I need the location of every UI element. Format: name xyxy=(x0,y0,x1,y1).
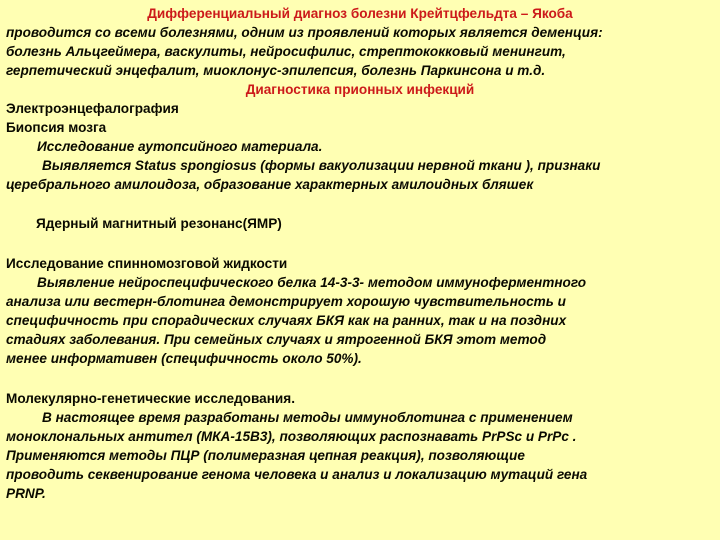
csf-line: специфичность при спорадических случаях БКЯ как на ранних, так и на поздних xyxy=(6,313,567,328)
intro-line: болезнь Альцгеймера, васкулиты, нейросифилис, стрептококковый менингит, xyxy=(6,44,566,59)
mg-line: PRNP. xyxy=(6,486,46,501)
csf-line: стадиях заболевания. При семейных случаях и ятрогенной БКЯ этот метод xyxy=(6,332,547,347)
csf-line: Выявление нейроспецифического белка 14-3-3- методом иммуноферментного xyxy=(37,275,587,290)
status-line: Выявляется Status spongiosus (формы вакуолизации нервной ткани ), признаки xyxy=(42,158,601,173)
csf-line: менее информативен (специфичность около 50%). xyxy=(6,351,362,366)
nmr-heading: Ядерный магнитный резонанс(ЯМР) xyxy=(36,216,282,231)
csf-heading: Исследование спинномозговой жидкости xyxy=(6,256,288,271)
mg-line: Применяются методы ПЦР (полимеразная цепная реакция), позволяющие xyxy=(6,448,525,463)
intro-line: проводится со всеми болезнями, одним из проявлений которых является деменция: xyxy=(6,25,603,40)
biopsy-heading: Биопсия мозга xyxy=(6,120,107,135)
mg-line: моноклональных антител (МКА-15В3), позволяющих распознавать PrPSc и PrPc . xyxy=(6,429,577,444)
intro-line: герпетический энцефалит, миоклонус-эпилепсия, болезнь Паркинсона и т.д. xyxy=(6,63,546,78)
mg-heading: Молекулярно-генетические исследования. xyxy=(6,391,295,406)
mg-line: проводить секвенирование генома человека и анализ и локализацию мутаций гена xyxy=(6,467,588,482)
status-line: церебрального амилоидоза, образование характерных амилоидных бляшек xyxy=(6,177,534,192)
eeg-heading: Электроэнцефалография xyxy=(6,101,179,116)
csf-line: анализа или вестерн-блотинга демонстрирует хорошую чувствительность и xyxy=(6,294,566,309)
document-title: Дифференциальный диагноз болезни Крейтцфельдта – Якоба xyxy=(147,6,573,21)
mg-line: В настоящее время разработаны методы иммуноблотинга с применением xyxy=(42,410,573,425)
autopsy-text: Исследование аутопсийного материала. xyxy=(37,139,323,154)
section-subtitle: Диагностика прионных инфекций xyxy=(245,82,475,97)
